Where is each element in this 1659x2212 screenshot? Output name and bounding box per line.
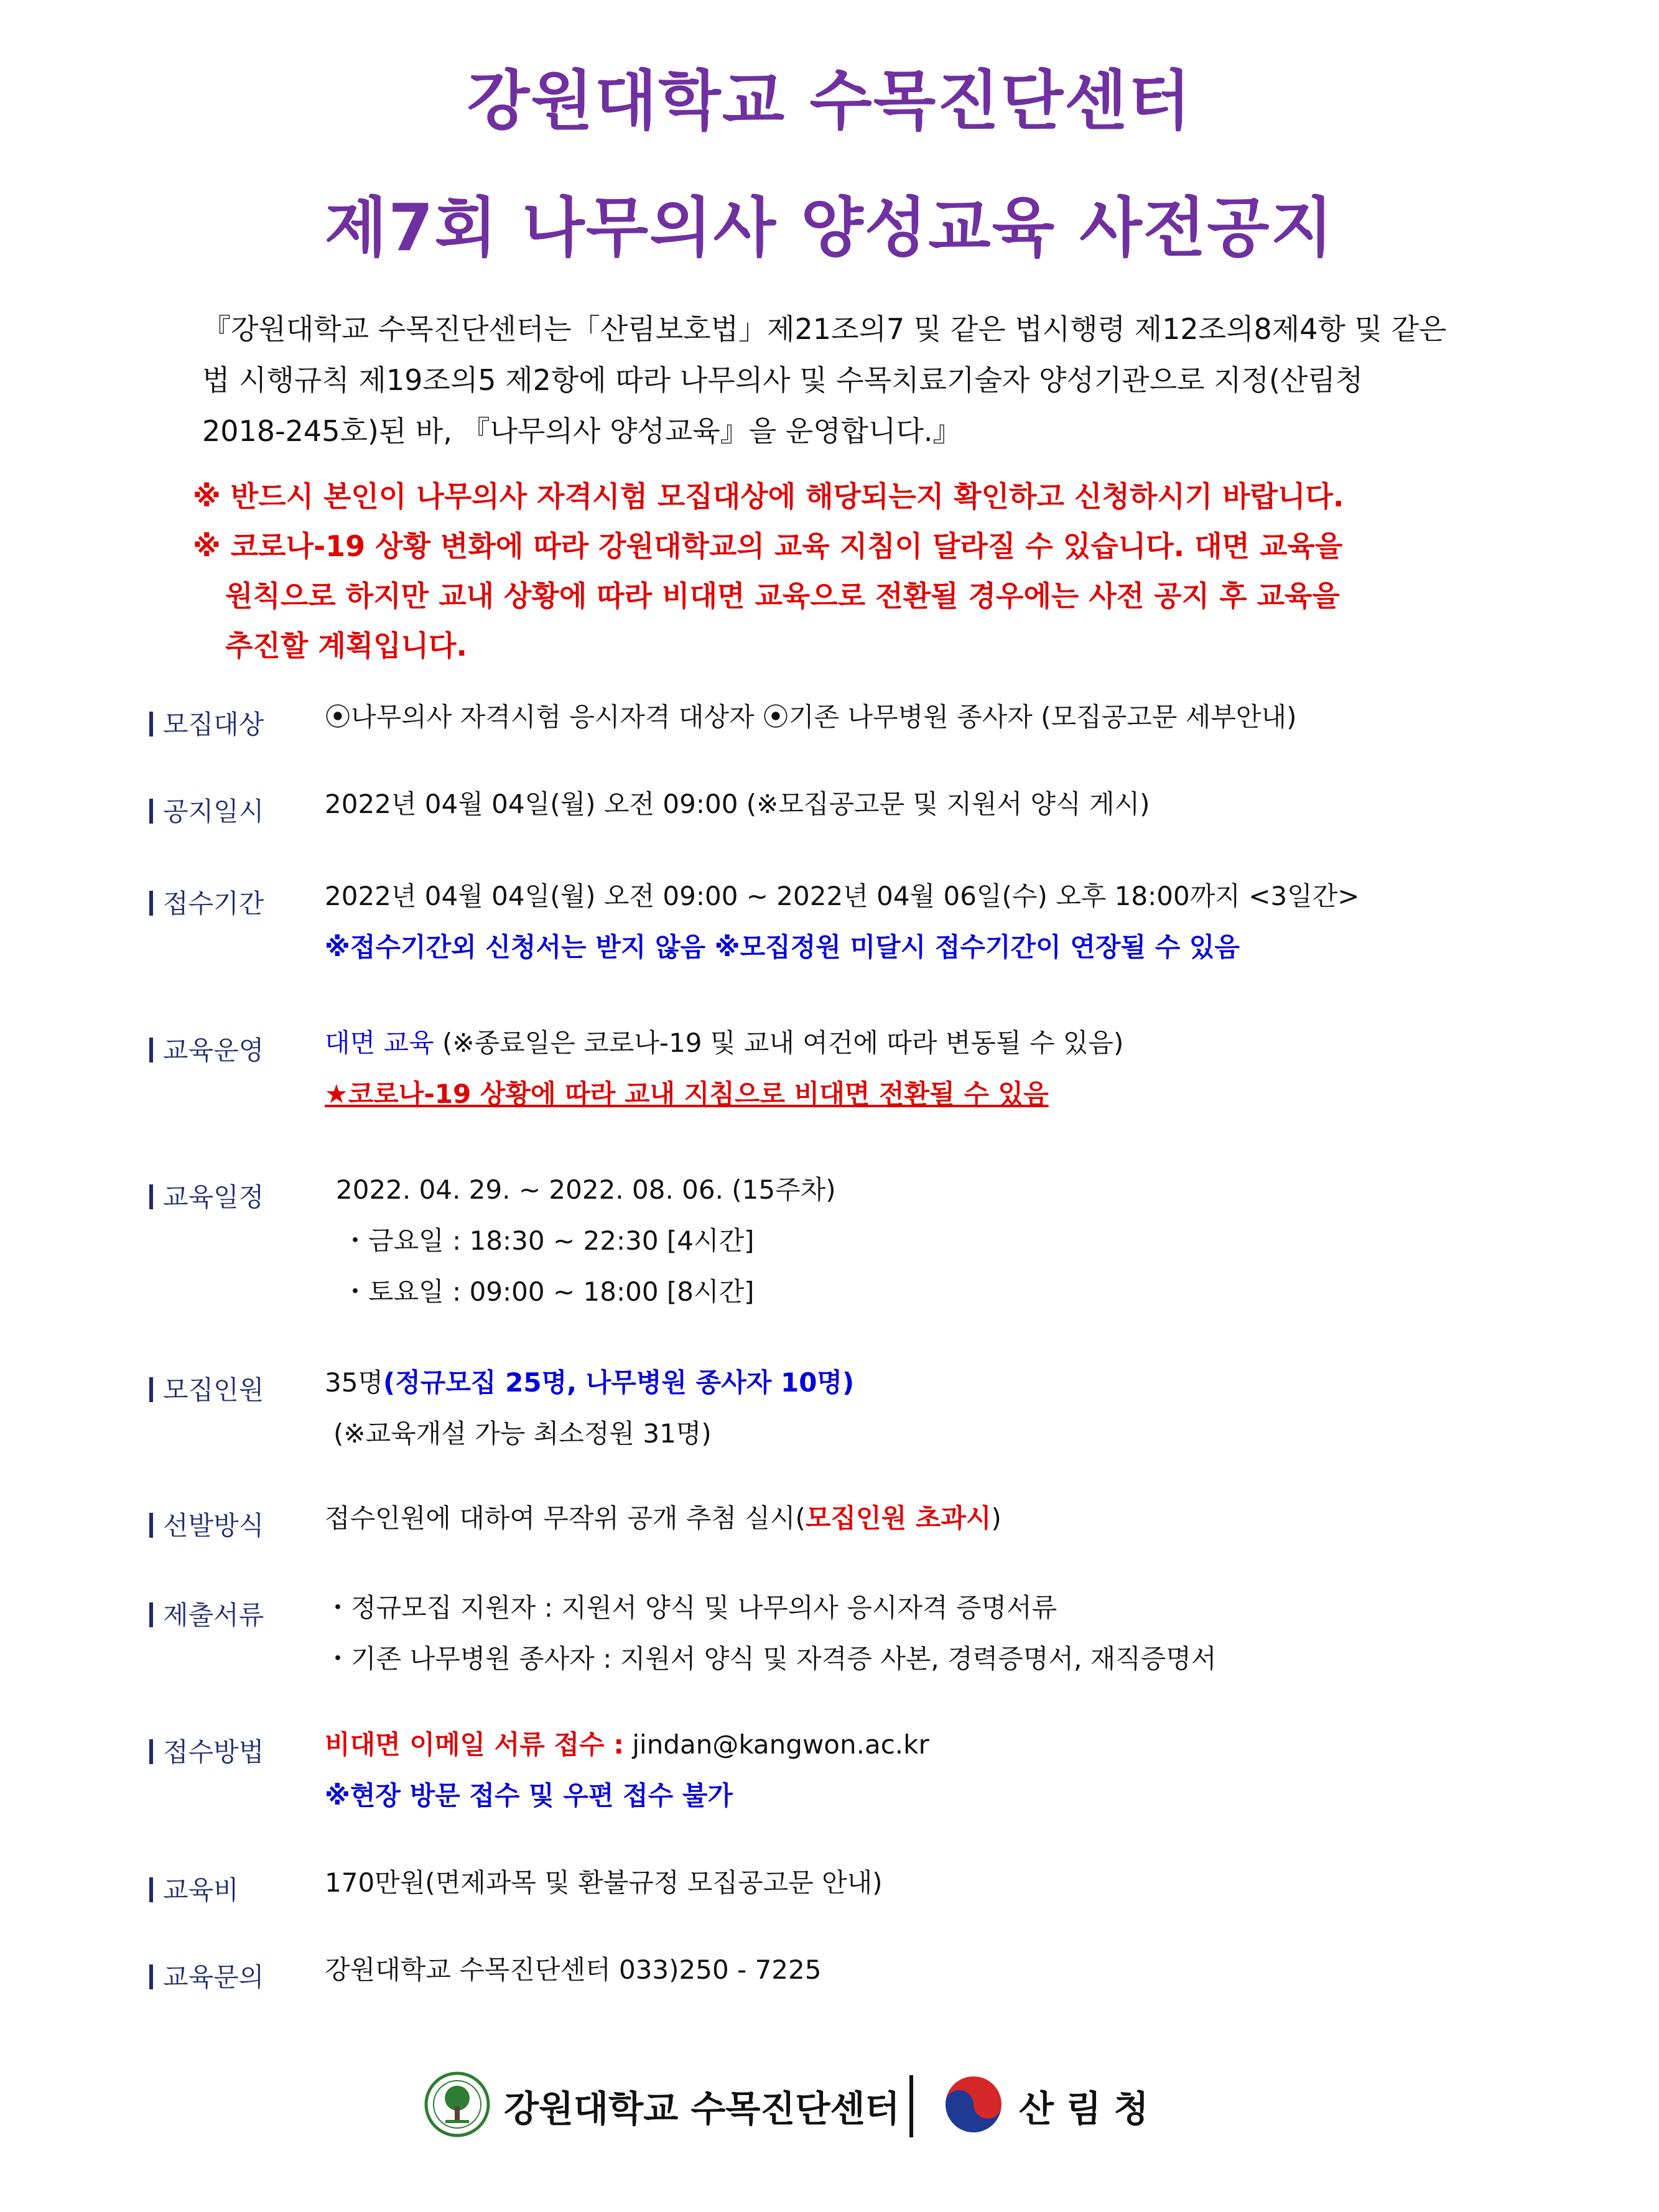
- label-bar: [149, 799, 153, 824]
- notice-line: 원칙으로 하지만 교내 상황에 따라 비대면 교육으로 전환될 경우에는 사전 공지 후 교육을: [225, 579, 1340, 613]
- intro-line: 『강원대학교 수목진단센터는「산림보호법」제21조의7 및 같은 법시행령 제12조의8제4항 및 같은: [202, 312, 1447, 346]
- section-label: 접수기간: [149, 883, 264, 921]
- section-label: 접수방법: [149, 1732, 264, 1769]
- intro-line: 법 시행규칙 제19조의5 제2항에 따라 나무의사 및 수목치료기술자 양성기관으로 지정(산림청: [202, 363, 1364, 397]
- label-bar: [149, 1877, 153, 1902]
- notice-line: 추진할 계획입니다.: [225, 629, 467, 662]
- email-address[interactable]: jindan@kangwon.ac.kr: [624, 1729, 929, 1760]
- notice-line: ※ 코로나-19 상황 변화에 따라 강원대학교의 교육 지침이 달라질 수 있습니다. 대면 교육을: [193, 529, 1343, 563]
- section-content: [325, 692, 1296, 743]
- section-content: [325, 1857, 883, 1908]
- schedule-saturday: ・토요일 : 09:00 ~ 18:00 [8시간]: [342, 1276, 755, 1307]
- forest-logo-group: [939, 2070, 1148, 2141]
- operation-warning: ★코로나-19 상황에 따라 교내 지침으로 비대면 전환될 수 있음: [325, 1079, 1049, 1109]
- section-content: [325, 1719, 929, 1821]
- label-bar: [149, 712, 153, 737]
- label-bar: [149, 1513, 153, 1538]
- label-bar: [149, 1739, 153, 1764]
- section-label: 모집인원: [149, 1370, 264, 1407]
- intro-paragraph: [202, 304, 1496, 457]
- section-label: 교육운영: [149, 1030, 264, 1067]
- target-line: ⦿나무의사 자격시험 응시자격 대상자 ⦿기존 나무병원 종사자 (모집공고문 세부안내): [325, 702, 1297, 732]
- operation-mode: 대면 교육: [325, 1028, 434, 1058]
- reception-line: 2022년 04월 04일(월) 오전 09:00 ~ 2022년 04월 06일(수) 오후 18:00까지 <3일간>: [325, 881, 1360, 911]
- reception-note: ※접수기간외 신청서는 받지 않음 ※모집정원 미달시 접수기간이 연장될 수 있음: [325, 932, 1240, 962]
- taegeuk-icon: [939, 2070, 1008, 2141]
- label-bar: [149, 1964, 153, 1989]
- forest-service-name: 산 림 청: [1019, 2088, 1149, 2130]
- notice-date-line: 2022년 04월 04일(월) 오전 09:00 (※모집공고문 및 지원서 양식 게시): [325, 789, 1150, 819]
- notice-line: ※ 반드시 본인이 나무의사 자격시험 모집대상에 해당되는지 확인하고 신청하시기 바랍니다.: [193, 480, 1344, 513]
- schedule-period: 2022. 04. 29. ~ 2022. 08. 06. (15주차): [336, 1174, 836, 1205]
- section-label: 교육문의: [149, 1957, 264, 1994]
- notice-block: [193, 472, 1505, 671]
- label-bar: [149, 1038, 153, 1062]
- section-content: [325, 1945, 821, 1996]
- section-label: 교육비: [149, 1870, 239, 1907]
- center-logo-group: [423, 2070, 900, 2141]
- center-name: 강원대학교 수목진단센터: [504, 2088, 900, 2130]
- footer: [0, 2070, 1659, 2145]
- tree-seal-icon: [423, 2070, 491, 2141]
- section-content: [325, 1357, 854, 1459]
- capacity-line: 35명(정규모집 25명, 나무병원 종사자 10명): [325, 1367, 855, 1398]
- label-bar: [149, 891, 153, 916]
- method-line: 비대면 이메일 서류 접수 : jindan@kangwon.ac.kr: [325, 1729, 929, 1760]
- capacity-note: (※교육개설 가능 최소정원 31명): [333, 1418, 712, 1449]
- schedule-friday: ・금요일 : 18:30 ~ 22:30 [4시간]: [342, 1225, 755, 1256]
- label-bar: [149, 1602, 153, 1627]
- section-content: [325, 1018, 1123, 1120]
- section-label: 선발방식: [149, 1505, 264, 1543]
- selection-line: 접수인원에 대하여 무작위 공개 추첨 실시(모집인원 초과시): [325, 1503, 1001, 1533]
- section-label: 교육일정: [149, 1177, 264, 1214]
- page-subtitle: 제7회 나무의사 양성교육 사전공지: [324, 190, 1335, 266]
- documents-regular: ・정규모집 지원자 : 지원서 양식 및 나무의사 응시자격 증명서류: [325, 1592, 1057, 1623]
- section-label: 제출서류: [149, 1595, 264, 1632]
- section-label: 공지일시: [149, 791, 264, 829]
- section-label: 모집대상: [149, 704, 264, 741]
- label-bar: [149, 1377, 153, 1402]
- section-content: [336, 1164, 836, 1317]
- section-content: [325, 1582, 1217, 1685]
- section-content: [325, 1493, 1001, 1544]
- section-content: [325, 871, 1359, 973]
- contact-line: 강원대학교 수목진단센터 033)250 - 7225: [325, 1954, 822, 1985]
- documents-existing: ・기존 나무병원 종사자 : 지원서 양식 및 자격증 사본, 경력증명서, 재직증명서: [325, 1643, 1217, 1674]
- fee-line: 170만원(면제과목 및 환불규정 모집공고문 안내): [325, 1867, 883, 1898]
- section-content: [325, 779, 1150, 830]
- operation-line: 대면 교육 (※종료일은 코로나-19 및 교내 여건에 따라 변동될 수 있음): [325, 1028, 1124, 1058]
- method-note: ※현장 방문 접수 및 우편 접수 불가: [325, 1780, 733, 1811]
- intro-line: 2018-245호)된 바, 『나무의사 양성교육』을 운영합니다.』: [202, 414, 962, 448]
- label-bar: [149, 1184, 153, 1209]
- footer-divider: [909, 2075, 913, 2137]
- page-title: 강원대학교 수목진단센터: [467, 63, 1192, 139]
